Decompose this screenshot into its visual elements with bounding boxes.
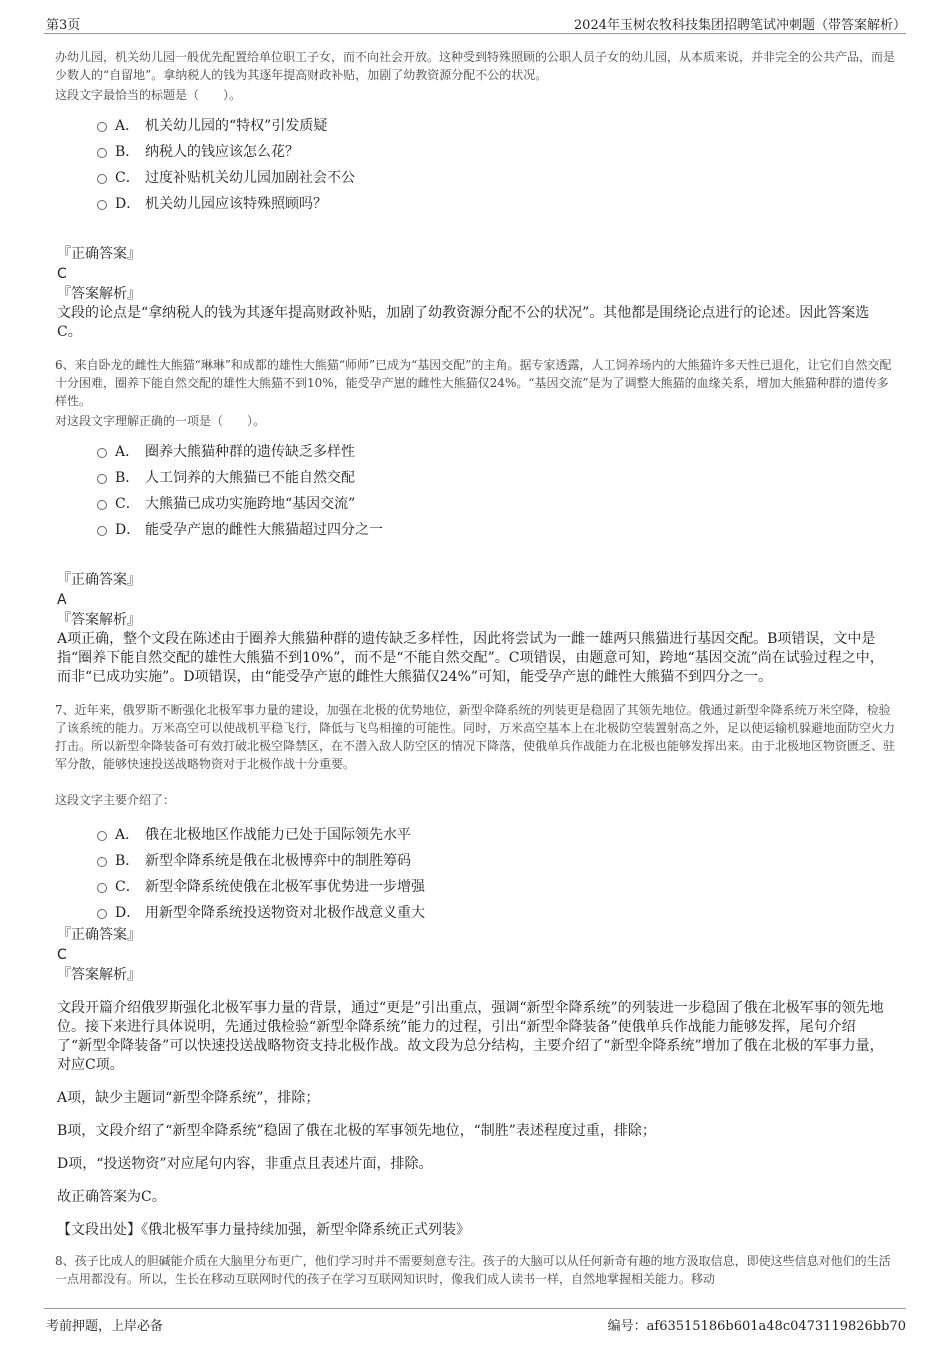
- q7-analysis-d: D项，“投送物资”对应尾句内容，非重点且表述片面，排除。: [57, 1156, 433, 1172]
- q7-conclusion: 故正确答案为C。: [57, 1189, 166, 1205]
- radio-icon[interactable]: [97, 883, 107, 893]
- radio-icon[interactable]: [97, 831, 107, 841]
- q7-option-b[interactable]: B． 新型伞降系统是俄在北极博弈中的制胜筹码: [97, 847, 895, 873]
- q6-option-c[interactable]: C． 大熊猫已成功实施跨地“基因交流”: [97, 490, 895, 516]
- question-8: [55, 1252, 895, 1288]
- document-id: 编号：af63515186b601a48c0473119826bb70: [607, 1319, 906, 1334]
- q7-analysis-b: B项，文段介绍了“新型伞降系统”稳固了俄在北极的军事领先地位，“制胜”表述程度过重，排除；: [57, 1123, 656, 1139]
- q7-answer: C: [57, 947, 67, 963]
- q5-analysis: 文段的论点是“拿纳税人的钱为其逐年提高财政补贴，加剧了幼教资源分配不公的状况”。其他都是围绕论点进行的论述。因此答案选C。: [57, 305, 870, 340]
- radio-icon[interactable]: [97, 174, 107, 184]
- radio-icon[interactable]: [97, 474, 107, 484]
- page-number: 第3页: [46, 18, 81, 33]
- q6-answer: A: [57, 592, 67, 608]
- question-7: [55, 701, 895, 1240]
- q7-source: 【文段出处】《俄北极军事力量持续加强，新型伞降系统正式列装》: [57, 1222, 470, 1238]
- question-6: [55, 356, 895, 687]
- q5-answer: C: [57, 266, 67, 282]
- q5-option-a[interactable]: A． 机关幼儿园的“特权”引发质疑: [97, 112, 895, 138]
- q7-passage: 7、近年来，俄罗斯不断强化北极军事力量的建设，加强在北极的优势地位，新型伞降系统的列装更是稳固了其领先地位。俄通过新型伞降系统万米空降，检验了该系统的能力。万米高空可以使战机平稳飞行，降低与飞鸟相撞的可能性。同时，万米高空基本上在北极防空装置射高之外，足以使运输机躲避地面防空火力打击。所以新型伞降装备可有效打破北极空降禁区，在不潜入敌人防空区的情况下降落，使俄单兵作战能力在北极也能够发挥出来。由于北极地区物资匮乏、驻军分散，能够快速投送战略物资对于北极作战十分重要。: [55, 703, 896, 771]
- q6-prompt: 对这段文字理解正确的一项是（ ）。: [55, 414, 266, 428]
- q5-option-c[interactable]: C． 过度补贴机关幼儿园加剧社会不公: [97, 164, 895, 190]
- q5-option-b[interactable]: B． 纳税人的钱应该怎么花？: [97, 138, 895, 164]
- radio-icon[interactable]: [97, 122, 107, 132]
- q7-option-c[interactable]: C． 新型伞降系统使俄在北极军事优势进一步增强: [97, 873, 895, 899]
- q6-option-a[interactable]: A． 圈养大熊猫种群的遗传缺乏多样性: [97, 438, 895, 464]
- q6-analysis-label: 『答案解析』: [57, 612, 141, 628]
- q7-analysis-label: 『答案解析』: [57, 967, 141, 983]
- page-content: [55, 48, 895, 1288]
- radio-icon[interactable]: [97, 448, 107, 458]
- document-title: 2024年玉树农牧科技集团招聘笔试冲刺题（带答案解析）: [573, 18, 906, 33]
- q6-option-b[interactable]: B． 人工饲养的大熊猫已不能自然交配: [97, 464, 895, 490]
- q6-analysis: A项正确，整个文段在陈述由于圈养大熊猫种群的遗传缺乏多样性，因此将尝试为一雌一雄两只熊猫进行基因交配。B项错误，文中是指“圈养下能自然交配的雄性大熊猫不到10%”，而不是“不能自然交配”。C项错误，由题意可知，跨地“基因交流”尚在试验过程之中，而非“已成功实施”。D项错误，由“能受孕产崽的雌性大熊猫仅24%”可知，能受孕产崽的雌性大熊猫不到四分之一。: [57, 631, 884, 685]
- q6-options: [97, 438, 895, 542]
- q7-analysis: 文段开篇介绍俄罗斯强化北极军事力量的背景，通过“更是”引出重点，强调“新型伞降系统”的列装进一步稳固了俄在北极军事的领先地位。接下来进行具体说明，先通过俄检验“新型伞降系统”能力的过程，引出“新型伞降装备”使俄单兵作战能力能够发挥，尾句介绍了“新型伞降装备”可以快速投送战略物资支持北极作战。故文段为总分结构，主要介绍了“新型伞降系统”增加了俄在北极的军事力量，对应C项。: [57, 1000, 884, 1073]
- q6-answer-label: 『正确答案』: [57, 572, 141, 588]
- q5-analysis-label: 『答案解析』: [57, 286, 141, 302]
- q8-passage: 8、孩子比成人的胆碱能介质在大脑里分布更广，他们学习时并不需要刻意专注。孩子的大脑可以从任何新奇有趣的地方汲取信息，即使这些信息对他们的生活一点用都没有。所以，生长在移动互联网时代的孩子在学习互联网知识时，像我们成人读书一样，自然地掌握相关能力。移动: [55, 1254, 891, 1286]
- q5-option-d[interactable]: D． 机关幼儿园应该特殊照顾吗？: [97, 190, 895, 216]
- q6-passage: 6、来自卧龙的雌性大熊猫“琳琳”和成都的雄性大熊猫“师师”已成为“基因交配”的主角。据专家透露，人工饲养场内的大熊猫许多天性已退化，让它们自然交配十分困难，圈养下能自然交配的雄性大熊猫不到10%，能受孕产崽的雌性大熊猫仅24%。“基因交流”是为了调整大熊猫的血缘关系，增加大熊猫种群的遗传多样性。: [55, 358, 892, 408]
- radio-icon[interactable]: [97, 200, 107, 210]
- q5-options: [97, 112, 895, 216]
- q7-option-a[interactable]: A． 俄在北极地区作战能力已处于国际领先水平: [97, 821, 895, 847]
- radio-icon[interactable]: [97, 148, 107, 158]
- radio-icon[interactable]: [97, 857, 107, 867]
- q7-answer-label: 『正确答案』: [57, 927, 141, 943]
- q6-option-d[interactable]: D． 能受孕产崽的雌性大熊猫超过四分之一: [97, 516, 895, 542]
- page-footer: [44, 1308, 906, 1334]
- q7-prompt: 这段文字主要介绍了：: [55, 793, 176, 807]
- q5-passage: 办幼儿园，机关幼儿园一般优先配置给单位职工子女，而不向社会开放。这种受到特殊照顾的公职人员子女的幼儿园，从本质来说，并非完全的公共产品，而是少数人的“自留地”。拿纳税人的钱为其逐年提高财政补贴，加剧了幼教资源分配不公的状况。: [55, 50, 896, 82]
- q7-analysis-a: A项，缺少主题词“新型伞降系统”，排除；: [57, 1090, 320, 1106]
- radio-icon[interactable]: [97, 526, 107, 536]
- page-header: [44, 12, 906, 34]
- question-5: [55, 48, 895, 342]
- q5-prompt: 这段文字最恰当的标题是（ ）。: [55, 88, 242, 102]
- radio-icon[interactable]: [97, 500, 107, 510]
- radio-icon[interactable]: [97, 909, 107, 919]
- q7-options: [97, 821, 895, 925]
- q5-answer-label: 『正确答案』: [57, 246, 141, 262]
- q7-option-d[interactable]: D． 用新型伞降系统投送物资对北极作战意义重大: [97, 899, 895, 925]
- footer-slogan: 考前押题，上岸必备: [46, 1319, 164, 1334]
